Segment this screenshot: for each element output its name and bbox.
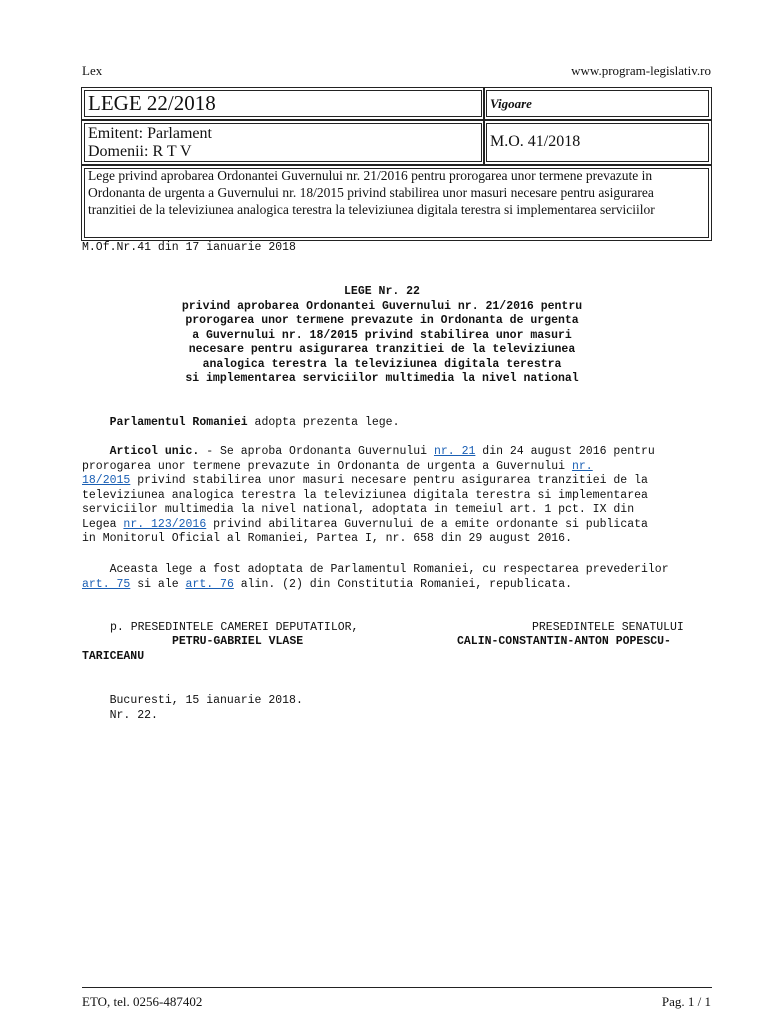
law-title-cell (81, 87, 485, 120)
heading-line: a Guvernului nr. 18/2015 privind stabilirea unor masuri (192, 328, 572, 342)
place-date (82, 694, 303, 723)
publication-line: M.Of.Nr.41 din 17 ianuarie 2018 (82, 241, 296, 254)
parliament-name: Parlamentul Romaniei (109, 416, 248, 429)
heading-line: analogica terestra la televiziunea digitala terestra (202, 357, 562, 371)
article-text: privind abilitarea Guvernului de a emite ordonante si publicata (206, 517, 648, 531)
heading-line: LEGE Nr. 22 (344, 285, 420, 298)
link-oug-18-part1[interactable]: nr. (571, 459, 593, 473)
status-cell (483, 87, 712, 120)
status-label: Vigoare (490, 96, 532, 111)
article-text: din 24 august 2016 pentru (475, 445, 655, 458)
link-art-76[interactable]: art. 76 (185, 577, 234, 591)
constitution-text: Aceasta lege a fost adoptata de Parlamentul Romaniei, cu respectarea prevederilor (109, 563, 669, 576)
link-art-75[interactable]: art. 75 (82, 577, 131, 591)
article-label: Articol unic. (109, 445, 200, 458)
footer-divider (82, 987, 712, 988)
article-text: Legea (82, 517, 124, 531)
link-og-21[interactable]: nr. 21 (433, 445, 476, 458)
heading-line: prorogarea unor termene prevazute in Ordonanta de urgenta (185, 314, 579, 327)
signature-left-role: p. PRESEDINTELE CAMEREI DEPUTATILOR, (110, 621, 359, 634)
description-cell (81, 165, 712, 241)
signature-right-role: PRESEDINTELE SENATULUI (532, 621, 684, 634)
article-text: - Se aproba Ordonanta Guvernului (199, 445, 434, 458)
domenii-label: Domenii: R T V (88, 143, 192, 160)
emitent-label: Emitent: Parlament (88, 125, 212, 142)
signature-right-name-cont: TARICEANU (82, 650, 145, 663)
law-number: Nr. 22. (109, 708, 158, 722)
signature-right-name: CALIN-CONSTANTIN-ANTON POPESCU- (457, 635, 671, 648)
enactment-paragraph (82, 416, 399, 431)
heading-line: privind aprobarea Ordonantei Guvernului nr. 21/2016 pentru (181, 299, 583, 313)
footer-contact: ETO, tel. 0256-487402 (82, 994, 203, 1009)
law-heading (82, 285, 682, 387)
article-paragraph (82, 445, 655, 547)
constitution-text: si ale (130, 577, 186, 591)
place-date-text: Bucuresti, 15 ianuarie 2018. (109, 694, 303, 707)
article-text: in Monitorul Oficial al Romaniei, Partea I, nr. 658 din 29 august 2016. (82, 532, 572, 545)
heading-line: necesare pentru asigurarea tranzitiei de la televiziunea (188, 343, 576, 356)
header-source: Lex (82, 63, 103, 78)
article-text: televiziunea analogica terestra la televiziunea digitala terestra si implementarea (82, 488, 648, 502)
monitor-cell (483, 120, 712, 165)
law-title: LEGE 22/2018 (88, 91, 216, 115)
link-lege-123[interactable]: nr. 123/2016 (123, 517, 207, 531)
article-text: prorogarea unor termene prevazute in Ordonanta de urgenta a Guvernului (82, 459, 572, 473)
header-website: www.program-legislativ.ro (571, 63, 711, 78)
enactment-text: adopta prezenta lege. (247, 416, 400, 429)
article-text: privind stabilirea unor masuri necesare pentru asigurarea tranzitiei de la (130, 474, 648, 487)
law-description: Lege privind aprobarea Ordonantei Guvernului nr. 21/2016 pentru prorogarea unor termene prevazute in Ordonanta de urgenta a Guvernului nr. 18/2015 privind stabilirea unor masuri necesare pentru asigurarea tranzitiei de la televiziunea analogica terestra la televiziunea digitala terestra si implementarea serviciilor (88, 168, 655, 217)
article-text: serviciilor multimedia la nivel national, adoptata in temeiul art. 1 pct. IX din (82, 503, 635, 516)
constitution-paragraph (82, 563, 669, 592)
constitution-text: alin. (2) din Constitutia Romaniei, republicata. (233, 577, 572, 591)
heading-line: si implementarea serviciilor multimedia la nivel national (185, 372, 579, 385)
link-oug-18-part2[interactable]: 18/2015 (82, 474, 131, 487)
emitent-cell (81, 120, 485, 165)
monitor-reference: M.O. 41/2018 (490, 133, 581, 150)
page-number: Pag. 1 / 1 (661, 994, 711, 1009)
signature-left-name: PETRU-GABRIEL VLASE (172, 635, 304, 648)
